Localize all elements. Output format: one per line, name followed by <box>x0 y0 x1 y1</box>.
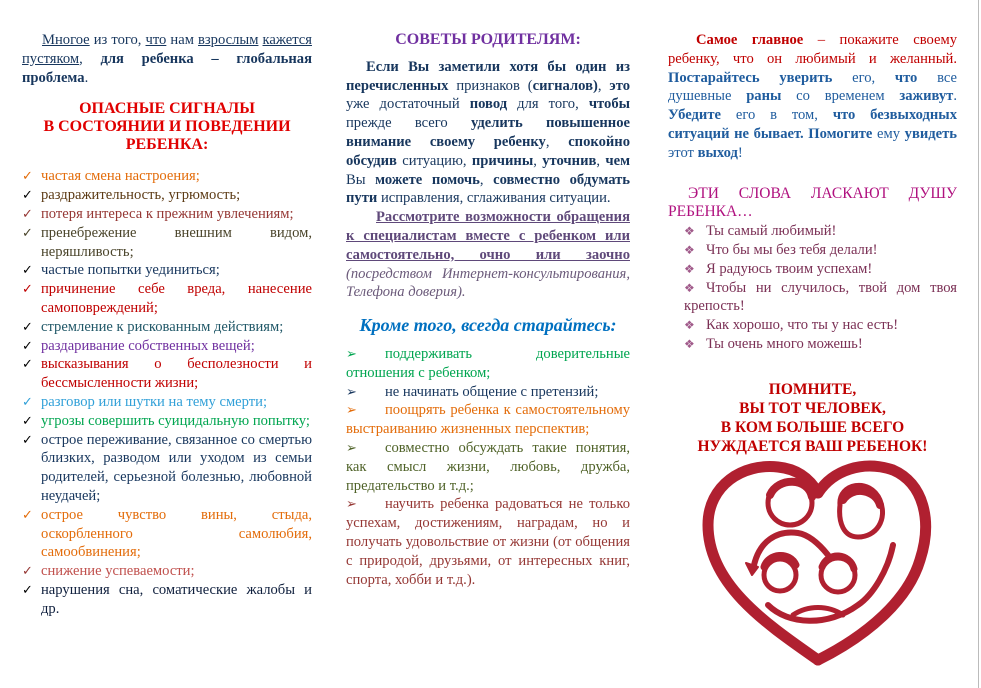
list-item-text: угрозы совершить суицидальную попытку; <box>41 412 310 429</box>
list-item-text: не начинать общение с претензий; <box>385 383 599 400</box>
text-run: спокойно обсудив <box>346 133 631 169</box>
remember-line: В КОМ БОЛЬШЕ ВСЕГО <box>720 418 905 436</box>
kind-words-list <box>684 222 957 354</box>
arrowhead-icon: ➢ <box>346 383 357 399</box>
list-item <box>684 279 957 317</box>
list-item <box>346 383 630 402</box>
text-run: Рассмотрите возможности обращения к специалистам вместе с ребенком или самостоятельно, очно или заочно <box>346 209 630 263</box>
text-run: выход <box>697 144 738 161</box>
list-item-text: потеря интереса к прежним увлечениям; <box>41 205 294 222</box>
list-item <box>22 205 312 224</box>
check-icon: ✓ <box>22 431 33 447</box>
diamond-ornament-icon: ❖ <box>684 261 695 276</box>
always-try-heading: Кроме того, всегда старайтесь: <box>359 315 617 336</box>
list-item-text: снижение успеваемости; <box>41 563 195 580</box>
list-item <box>684 241 957 260</box>
diamond-ornament-icon: ❖ <box>684 242 695 257</box>
list-item-text: поощрять ребенка к самостоятельному выстраиванию жизненных перспектив; <box>346 402 630 438</box>
text-run: исправления, сглаживания ситуации. <box>377 190 611 207</box>
text-run: Убедите <box>668 107 721 124</box>
kind-words-heading: ЭТИ СЛОВА ЛАСКАЮТ ДУШУ РЕБЕНКА… <box>668 184 957 221</box>
list-item <box>684 335 957 354</box>
check-icon: ✓ <box>22 187 33 203</box>
list-item <box>22 412 312 431</box>
text-run: можете помочь <box>375 171 480 188</box>
list-item-text: острое переживание, связанное со смертью близких, разводом или уходом из семьи родителей, серьезной болезнью, любовной неудачей; <box>41 431 312 504</box>
list-item-text: Что бы мы без тебя делали! <box>706 241 878 258</box>
check-icon: ✓ <box>22 393 33 409</box>
left-column <box>22 0 312 619</box>
heading-line: РЕБЕНКА: <box>125 136 209 154</box>
text-run: сигналов) <box>532 77 598 94</box>
text-run: признаков ( <box>448 77 533 94</box>
text-run: ему <box>872 125 905 142</box>
text-run: пустяком <box>22 50 80 67</box>
middle-column <box>346 0 630 589</box>
arrowhead-icon: ➢ <box>346 402 357 418</box>
list-item <box>22 261 312 280</box>
list-item <box>346 495 630 589</box>
list-item-text: острое чувство вины, стыда, оскорбленного самолюбия, самообвинения; <box>41 506 312 561</box>
text-run: совместно обдумать пути <box>346 171 630 207</box>
text-run: , <box>545 133 569 150</box>
text-run: Постарайтесь уверить <box>668 69 833 86</box>
text-run: со временем <box>781 88 900 105</box>
text-run: уделить повышенное внимание своему ребенку <box>346 115 630 150</box>
check-icon: ✓ <box>22 581 33 597</box>
list-item <box>22 280 312 318</box>
page-edge <box>978 0 979 688</box>
diamond-ornament-icon: ❖ <box>684 224 695 239</box>
list-item <box>684 260 957 279</box>
text-run: повод <box>469 96 508 113</box>
text-run: из того, <box>89 32 146 48</box>
text-run: уже достаточный <box>346 96 470 113</box>
text-run: что безвыходных ситуаций не бывает. Помогите <box>668 107 957 142</box>
list-item <box>22 562 312 581</box>
list-item-text: разговор или шутки на тему смерти; <box>41 393 268 410</box>
intro-paragraph <box>22 31 312 87</box>
list-item <box>22 224 312 262</box>
list-item <box>22 393 312 412</box>
text-run: прежде всего <box>346 115 471 132</box>
text-run: чем <box>605 152 631 169</box>
text-run: чтобы <box>588 96 631 113</box>
list-item-text: Чтобы ни случилось, твой дом твоя крепость! <box>684 279 957 315</box>
list-item-text: причинение себе вреда, нанесение самоповреждений; <box>41 281 312 316</box>
text-run: заживут <box>899 88 954 105</box>
text-run: взрослым <box>198 32 259 48</box>
list-item-text: стремление к рискованным действиям; <box>41 318 284 335</box>
text-run: , <box>479 171 494 188</box>
main-advice-paragraph <box>668 31 957 163</box>
text-run: для ребенка – глобальная проблема <box>22 50 313 86</box>
text-run: Вы <box>346 171 376 188</box>
text-run: нам <box>166 32 199 48</box>
check-icon: ✓ <box>22 281 33 297</box>
text-run: кажется <box>262 32 312 48</box>
list-item-text: частые попытки уединиться; <box>41 262 220 279</box>
list-item <box>22 318 312 337</box>
list-item-text: пренебрежение внешним видом, неряшливость; <box>41 224 312 260</box>
text-run: для того, <box>507 96 589 113</box>
list-item <box>22 186 312 205</box>
arrowhead-icon: ➢ <box>346 496 357 512</box>
arrowhead-icon: ➢ <box>346 439 357 455</box>
check-icon: ✓ <box>22 318 33 334</box>
text-run: ! <box>737 144 743 161</box>
check-icon: ✓ <box>22 224 33 240</box>
list-item <box>22 355 312 393</box>
list-item <box>684 316 957 335</box>
remember-line: ПОМНИТЕ, <box>768 380 857 398</box>
list-item-text: высказывания о бесполезности и бессмысленности жизни; <box>41 356 312 392</box>
list-item <box>22 337 312 356</box>
danger-signals-list <box>22 167 312 618</box>
text-run: , <box>596 152 606 169</box>
right-column <box>668 0 957 456</box>
text-run: ситуацию, <box>396 152 472 169</box>
text-run: уточнив <box>542 152 597 169</box>
list-item <box>22 431 312 506</box>
list-item-text: раздаривание собственных вещей; <box>41 337 255 354</box>
list-item-text: Как хорошо, что ты у нас есть! <box>706 317 899 334</box>
text-run: , <box>79 50 101 67</box>
remember-line: НУЖДАЕТСЯ ВАШ РЕБЕНОК! <box>697 437 928 455</box>
diamond-ornament-icon: ❖ <box>684 280 695 295</box>
list-item <box>22 581 312 619</box>
list-item-text: частая смена настроения; <box>41 168 200 185</box>
remember-line: ВЫ ТОТ ЧЕЛОВЕК, <box>739 399 886 417</box>
text-run: Самое главное <box>696 32 804 48</box>
text-run: . <box>953 88 957 105</box>
heading-line: В СОСТОЯНИИ И ПОВЕДЕНИИ <box>43 118 291 136</box>
text-run: – покажите своему ребенку, что он любимый и желанный. <box>668 32 957 67</box>
specialists-paragraph <box>346 208 630 302</box>
text-run: все душевные <box>668 69 958 105</box>
list-item <box>22 506 312 562</box>
arrowhead-icon: ➢ <box>346 345 357 361</box>
text-run: его, <box>832 69 895 86</box>
list-item-text: нарушения сна, соматические жалобы и др. <box>41 581 312 617</box>
advice-paragraph <box>346 58 630 208</box>
list-item-text: научить ребенка радоваться не только успехам, достижениям, наградам, но и получать удовольствие от жизни (от общения с природой, друзьями, от интересных книг, спорта, хобби и т.д.). <box>346 496 630 588</box>
text-run: (посредством Интернет-консультирования, Телефона доверия). <box>346 265 630 301</box>
text-run: причины <box>471 152 534 169</box>
advice-heading: СОВЕТЫ РОДИТЕЛЯМ: <box>395 31 581 48</box>
list-item <box>684 222 957 241</box>
tips-list <box>346 345 630 589</box>
check-icon: ✓ <box>22 356 33 372</box>
list-item-text: Ты самый любимый! <box>706 223 837 240</box>
text-run: что <box>145 32 167 48</box>
heading-line: ОПАСНЫЕ СИГНАЛЫ <box>79 100 255 118</box>
text-run: , <box>597 77 610 94</box>
text-run: Многое <box>42 32 90 48</box>
list-item <box>22 167 312 186</box>
text-run: . <box>84 69 89 86</box>
list-item <box>346 401 630 439</box>
diamond-ornament-icon: ❖ <box>684 336 695 351</box>
check-icon: ✓ <box>22 337 33 353</box>
check-icon: ✓ <box>22 506 33 522</box>
list-item <box>346 439 630 495</box>
check-icon: ✓ <box>22 563 33 579</box>
list-item-text: Я радуюсь твоим успехам! <box>706 260 873 277</box>
text-run: его в том, <box>720 107 833 124</box>
check-icon: ✓ <box>22 262 33 278</box>
check-icon: ✓ <box>22 412 33 428</box>
list-item-text: поддерживать доверительные отношения с ребенком; <box>346 345 630 381</box>
list-item-text: Ты очень много можешь! <box>706 335 863 352</box>
text-run: раны <box>746 88 782 105</box>
list-item-text: совместно обсуждать такие понятия, как смысл жизни, любовь, дружба, предательство и т.д.; <box>346 439 630 494</box>
text-run: Если Вы заметили хотя бы один из перечисленных <box>346 58 630 94</box>
list-item <box>346 345 630 383</box>
text-run: этот <box>668 144 698 161</box>
remember-block <box>668 380 957 456</box>
check-icon: ✓ <box>22 205 33 221</box>
list-item-text: раздражительность, угрюмость; <box>41 187 241 204</box>
text-run: это <box>609 77 631 94</box>
check-icon: ✓ <box>22 168 33 184</box>
text-run: увидеть <box>904 125 958 142</box>
text-run: , <box>533 152 543 169</box>
family-heart-icon <box>698 455 938 670</box>
diamond-ornament-icon: ❖ <box>684 318 695 333</box>
text-run: что <box>894 69 918 86</box>
danger-signals-heading <box>22 100 312 154</box>
